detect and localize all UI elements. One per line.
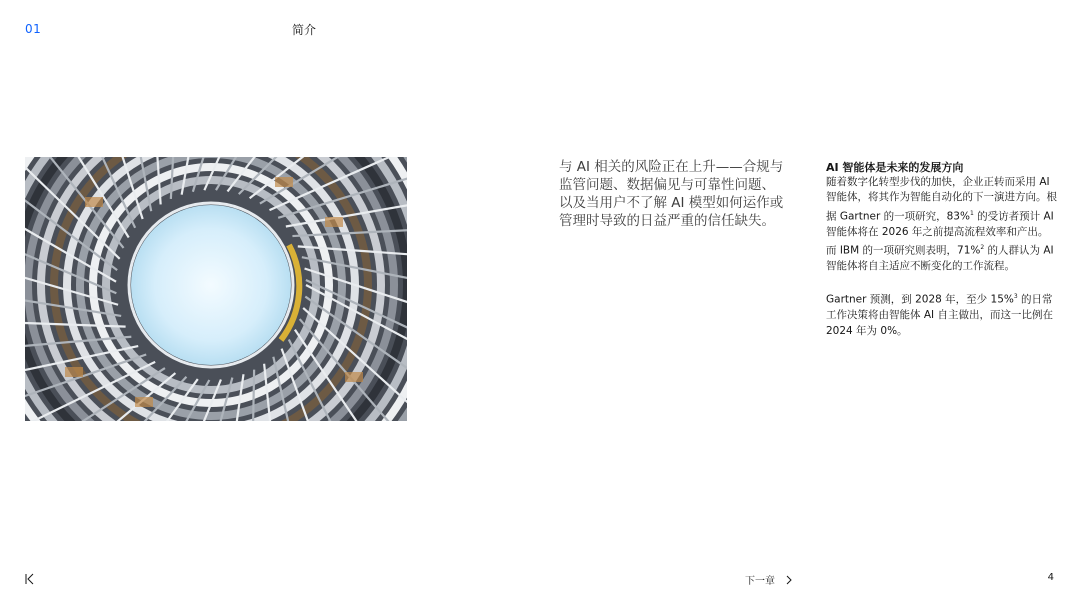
- lead-paragraph: 与 AI 相关的风险正在上升——合规与监管问题、数据偏见与可靠性问题、以及当用户不了解 AI 模型如何运作或管理时导致的日益严重的信任缺失。: [559, 159, 784, 229]
- page-number: 4: [1047, 572, 1054, 583]
- sidebar-title: AI 智能体是未来的发展方向: [826, 161, 964, 174]
- text-span: 的人群认为 AI 智能体将自主适应不断变化的工作流程。: [826, 244, 1054, 273]
- chevron-first-icon: [24, 572, 36, 586]
- next-chapter-label: 下一章: [745, 576, 775, 587]
- footnote-ref[interactable]: 3: [1013, 293, 1018, 301]
- footnote-ref[interactable]: 2: [980, 244, 985, 252]
- chapter-number: 01: [25, 22, 42, 36]
- next-chapter-button[interactable]: [745, 572, 793, 587]
- hero-image: [25, 157, 407, 421]
- text-span: 的日常工作决策将由智能体 AI 自主做出，而这一比例在 2024 年为 0%。: [826, 293, 1053, 337]
- footnote-ref[interactable]: 1: [969, 209, 974, 217]
- first-page-button[interactable]: [24, 571, 36, 585]
- text-span: 的受访者预计 AI 智能体将在 2026 年之前提高流程效率和产出。而 IBM 的一项研究则表明，71%: [826, 210, 1054, 257]
- atrium-photo: [25, 157, 407, 421]
- chapter-title: 简介: [292, 23, 317, 37]
- sidebar-paragraph-1: [826, 175, 1058, 274]
- text-span: Gartner 预测，到 2028 年，至少 15%: [826, 293, 1014, 306]
- sidebar: [826, 160, 1058, 339]
- chevron-right-icon: [785, 575, 793, 585]
- text-span: 随着数字化转型步伐的加快，企业正转而采用 AI 智能体，将其作为智能自动化的下一演进方向。根据 Gartner 的一项研究，83%: [826, 176, 1057, 223]
- sidebar-paragraph-2: [826, 289, 1058, 339]
